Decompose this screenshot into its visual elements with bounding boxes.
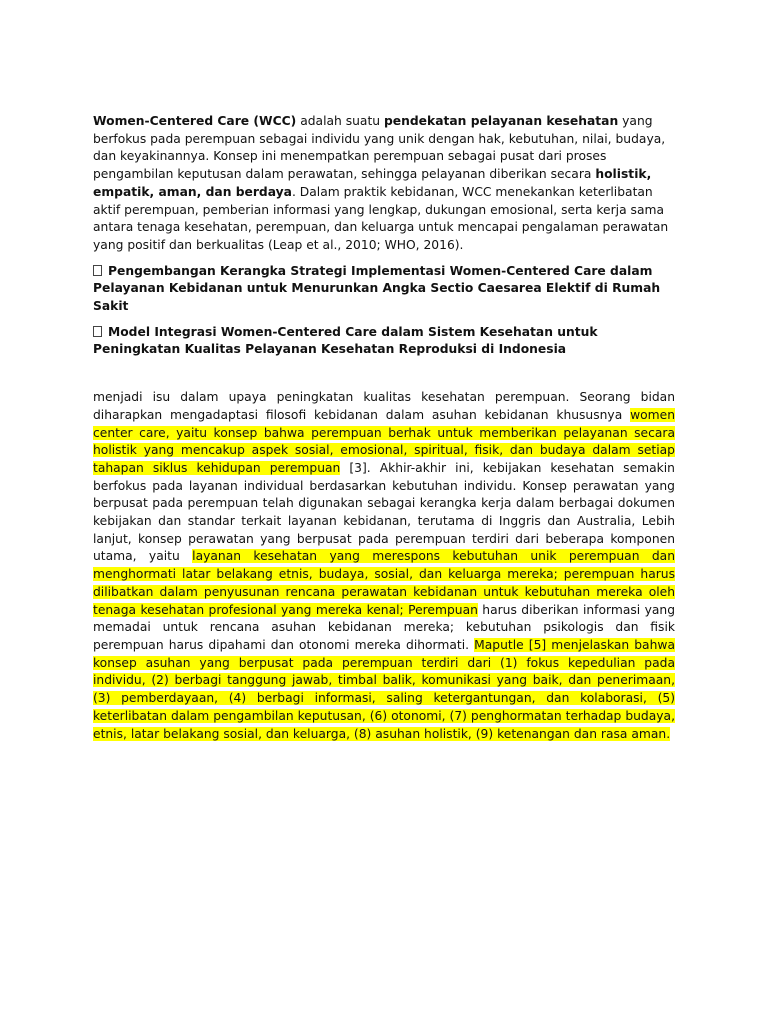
missing-glyph-icon bbox=[93, 326, 102, 337]
bullet-text: Pengembangan Kerangka Strategi Implementasi Women-Centered Care dalam Pelayanan Kebidanan untuk Menurunkan Angka Sectio Caesarea Elektif di Rumah Sakit bbox=[93, 263, 661, 314]
intro-text: . Dalam praktik kebidanan, WCC menekankan keterlibatan aktif perempuan, pemberian informasi yang lengkap, dukungan emosional, serta kerja sama antara tenaga kesehatan, perempuan, dan keluarga untuk mencapai pengalaman perawatan yang positif dan berkualitas (Leap et al., 2010; WHO, 2016). bbox=[93, 184, 669, 252]
bullet-text: Model Integrasi Women-Centered Care dalam Sistem Kesehatan untuk Peningkatan Kualitas Pelayanan Kesehatan Reproduksi di Indonesia bbox=[93, 324, 598, 357]
missing-glyph-icon bbox=[93, 265, 102, 276]
highlighted-text: Maputle [5] menjelaskan bahwa konsep asuhan yang berpusat pada perempuan terdiri dari (1) fokus kepedulian pada individu, (2) berbagi tanggung jawab, timbal balik, komunikasi yang baik, dan penerimaan, (3) pemberdayaan, (4) berbagi informasi, saling ketergantungan, dan kolaborasi, (5) keterlibatan dalam pengambilan keputusan, (6) otonomi, (7) penghormatan terhadap budaya, etnis, latar belakang sosial, dan keluarga, (8) asuhan holistik, (9) ketenangan dan rasa aman. bbox=[93, 637, 675, 741]
intro-emphasis: holistik, empatik, aman, dan berdaya bbox=[93, 167, 652, 199]
intro-text: adalah suatu bbox=[296, 114, 384, 128]
body-text: menjadi isu dalam upaya peningkatan kualitas kesehatan perempuan. Seorang bidan diharapkan mengadaptasi filosofi kebidanan dalam asuhan kebidanan khususnya bbox=[93, 390, 675, 422]
main-paragraph bbox=[93, 389, 675, 743]
bullet-item bbox=[93, 263, 675, 316]
intro-emphasis: pendekatan pelayanan kesehatan bbox=[383, 114, 619, 128]
highlighted-text: layanan kesehatan yang merespons kebutuhan unik perempuan dan menghormati latar belakang etnis, budaya, sosial, dan keluarga mereka; perempuan harus dilibatkan dalam penyusunan rencana perawatan kebidanan untuk kebutuhan mereka oleh tenaga kesehatan profesional yang mereka kenal; Perempuan bbox=[93, 549, 675, 617]
body-text: [3]. Akhir-akhir ini, kebijakan kesehatan semakin berfokus pada layanan individual berdasarkan kebutuhan individu. Konsep perawatan yang berpusat pada perempuan telah digunakan sebagai kerangka kerja dalam berbagai dokumen kebijakan dan standar terkait layanan kebidanan, terutama di Inggris dan Australia, Lebih lanjut, konsep perawatan yang berpusat pada perempuan terdiri dari beberapa komponen utama, yaitu bbox=[93, 460, 675, 564]
bullet-item bbox=[93, 324, 675, 359]
intro-term: Women-Centered Care (WCC) bbox=[93, 114, 297, 128]
intro-text: yang berfokus pada perempuan sebagai individu yang unik dengan hak, kebutuhan, nilai, budaya, dan keyakinannya. Konsep ini menempatkan perempuan sebagai pusat dari proses pengambilan keputusan dalam perawatan, sehingga pelayanan diberikan secara bbox=[93, 114, 666, 182]
highlighted-text: women center care, yaitu konsep bahwa perempuan berhak untuk memberikan pelayanan secara holistik yang mencakup aspek sosial, emosional, spiritual, fisik, dan budaya dalam setiap tahapan siklus kehidupan perempuan bbox=[93, 407, 675, 475]
document-body bbox=[93, 113, 675, 743]
intro-paragraph bbox=[93, 113, 675, 255]
body-text: harus diberikan informasi yang memadai untuk rencana asuhan kebidanan mereka; kebutuhan psikologis dan fisik perempuan harus dipahami dan otonomi mereka dihormati. bbox=[93, 602, 676, 652]
